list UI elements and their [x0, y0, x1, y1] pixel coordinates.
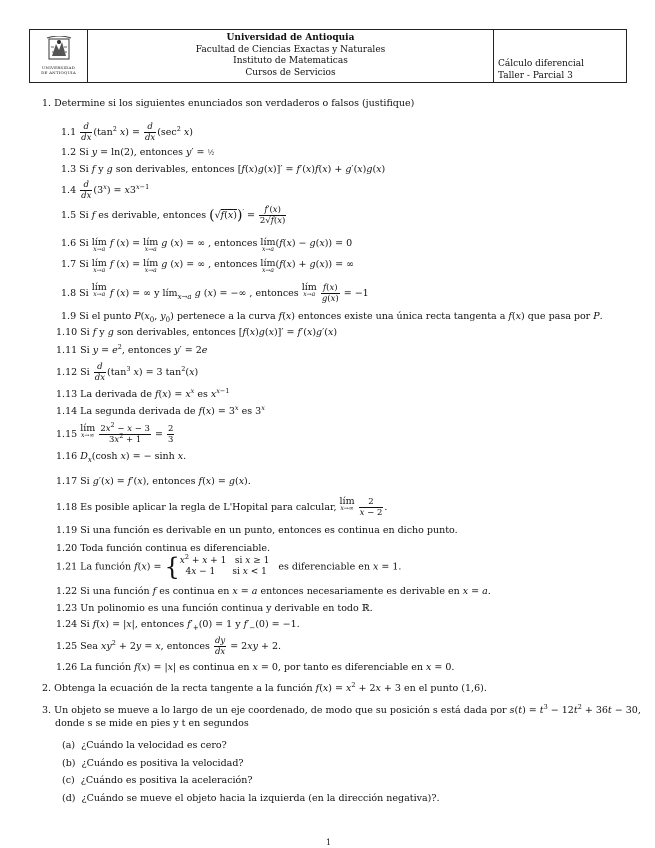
question-3-part-d: (d) ¿Cuándo se mueve el objeto hacia la izquierda (en la dirección negativa)?.	[62, 793, 440, 804]
item-1-16: 1.16 $D_x(\cosh$ x) = − sinh x.	[56, 451, 187, 464]
item-1-9: 1.9 Si el punto $P(x_0$, $y_0$) pertenece a la curva f(x) entonces existe una única recta tangenta a f(x) que pasa por P.	[61, 311, 603, 324]
logo-text-1: UNIVERSIDAD	[41, 64, 76, 70]
question-1-text: Determine si los siguientes enunciados son verdaderos o falsos (justifique)	[54, 98, 415, 109]
item-1-8: 1.8 Si lím x→a f (x) = ∞ y lím$_{x\to a}$ g (x) = −∞ , entonces lím x→a $\frac{f(x)}{g(x)}$ = −1	[61, 282, 369, 304]
crest-icon	[44, 36, 74, 62]
item-1-11: 1.11 Si $y = e^2$, entonces y′ = 2e	[56, 343, 208, 356]
university-name: Universidad de Antioquia	[226, 33, 355, 43]
item-1-23: 1.23 Un polinomio es una función continua y derivable en todo ℝ.	[56, 603, 373, 614]
item-1-15: 1.15 lím x→∞ $\frac{2x^2 - x - 3}{3x^2 + 1}$ = $\frac{2}{3}$	[56, 421, 174, 445]
exam-header	[29, 29, 627, 83]
item-1-5: 1.5 Si f es derivable, entonces (√f(x))′ = $\frac{f'(x)}{2√f(x)}$	[61, 205, 286, 226]
logo-text-2: DE ANTIOQUIA	[41, 69, 76, 75]
item-1-10: 1.10 Si f y g son derivables, entonces [f(x)g(x)]′ = f′(x)g′(x)	[56, 327, 338, 338]
question-2: 2. Obtenga la ecuación de la recta tangente a la función $f(x) = x^2 + 2x + 3$ en el punto (1,6).	[42, 681, 487, 694]
courses-label: Cursos de Servicios	[245, 67, 336, 78]
item-1-3: 1.3 Si f y g son derivables, entonces [f(x)g(x)]′ = f′(x)f(x) + g′(x)g(x)	[61, 164, 386, 175]
item-1-6: 1.6 Si lím x→a f (x) = lím x→a g (x) = ∞ , entonces lím x→a (f(x) − g(x)) = 0	[61, 237, 353, 253]
question-1	[42, 98, 414, 109]
item-1-24: 1.24 Si f(x) = |x|, entonces $f'_+(0) = 1$ y $f'_-(0) = -1$.	[56, 619, 300, 632]
item-1-26: 1.26 La función f(x) = |x| es continua en x = 0, por tanto es diferenciable en x = 0.	[56, 662, 455, 673]
question-3-part-c: (c) ¿Cuándo es positiva la aceleración?	[62, 775, 253, 786]
question-3-part-a: (a) ¿Cuándo la velocidad es cero?	[62, 740, 227, 751]
page-number: 1	[326, 838, 332, 847]
item-1-22: 1.22 Si una función f es continua en x = a entonces necesariamente es derivable en x = a.	[56, 586, 491, 597]
faculty-name: Facultad de Ciencias Exactas y Naturales	[195, 44, 386, 55]
item-1-2: 1.2 Si y = ln(2), entonces y′ = ½	[61, 147, 215, 158]
item-1-7: 1.7 Si lím x→a f (x) = lím x→a g (x) = ∞ , entonces lím x→a (f(x) + g(x)) = ∞	[61, 258, 355, 274]
item-1-19: 1.19 Si una función es derivable en un punto, entonces es continua en dicho punto.	[56, 525, 458, 536]
item-1-4: 1.4 $\frac{d}{dx}$ $(3^x) = x3^{x-1}$	[61, 180, 150, 201]
question-3-part-b: (b) ¿Cuándo es positiva la velocidad?	[62, 758, 244, 769]
item-1-18: 1.18 Es posible aplicar la regla de L'Hopital para calcular, lím x→∞ $\frac{2}{x - 2}$ .	[56, 496, 388, 518]
item-1-12: 1.12 Si $\frac{d}{dx}$ ($\tan^3$ x) = 3 $\tan^2(x)$	[56, 362, 199, 383]
question-1-number: 1.	[42, 98, 52, 109]
question-3: 3. Un objeto se mueve a lo largo de un eje coordenado, de modo que su posición s está dada por $s(t) = t^3 - 12t^2 + 36t - 30$,	[42, 703, 641, 716]
item-1-20: 1.20 Toda función continua es diferenciable.	[56, 543, 271, 554]
item-1-21: 1.21 La función $f(x) = \{x^2 + x + 1$ si x ≥ 1 4x − 1 si x < 1 es diferenciable en x = 1.	[56, 553, 402, 581]
institute-name: Instituto de Matematicas	[233, 56, 348, 66]
item-1-14: 1.14 La segunda derivada de $f(x) = 3^x$ es 3$^x$	[56, 404, 265, 417]
question-3-line-2: donde s se mide en pies y t en segundos	[55, 718, 249, 729]
item-1-25: 1.25 Sea $xy^2 + 2y = x$, entonces $\frac{dy}{dx}$ = 2xy + 2.	[56, 636, 282, 657]
item-1-1: 1.1 $\frac{d}{dx}$ ($\tan^2$ x) = $\frac{d}{dx}$ ($\sec^2$ x)	[61, 122, 193, 143]
item-1-17: 1.17 Si g′(x) = f′(x), entonces f(x) = g(x).	[56, 476, 251, 487]
course-name: Cálculo diferencial	[498, 59, 585, 69]
item-1-13: 1.13 La derivada de $f(x) = x^x$ es $x^{x-1}$	[56, 387, 230, 400]
exam-name: Taller - Parcial 3	[498, 71, 573, 81]
university-logo	[30, 30, 88, 83]
